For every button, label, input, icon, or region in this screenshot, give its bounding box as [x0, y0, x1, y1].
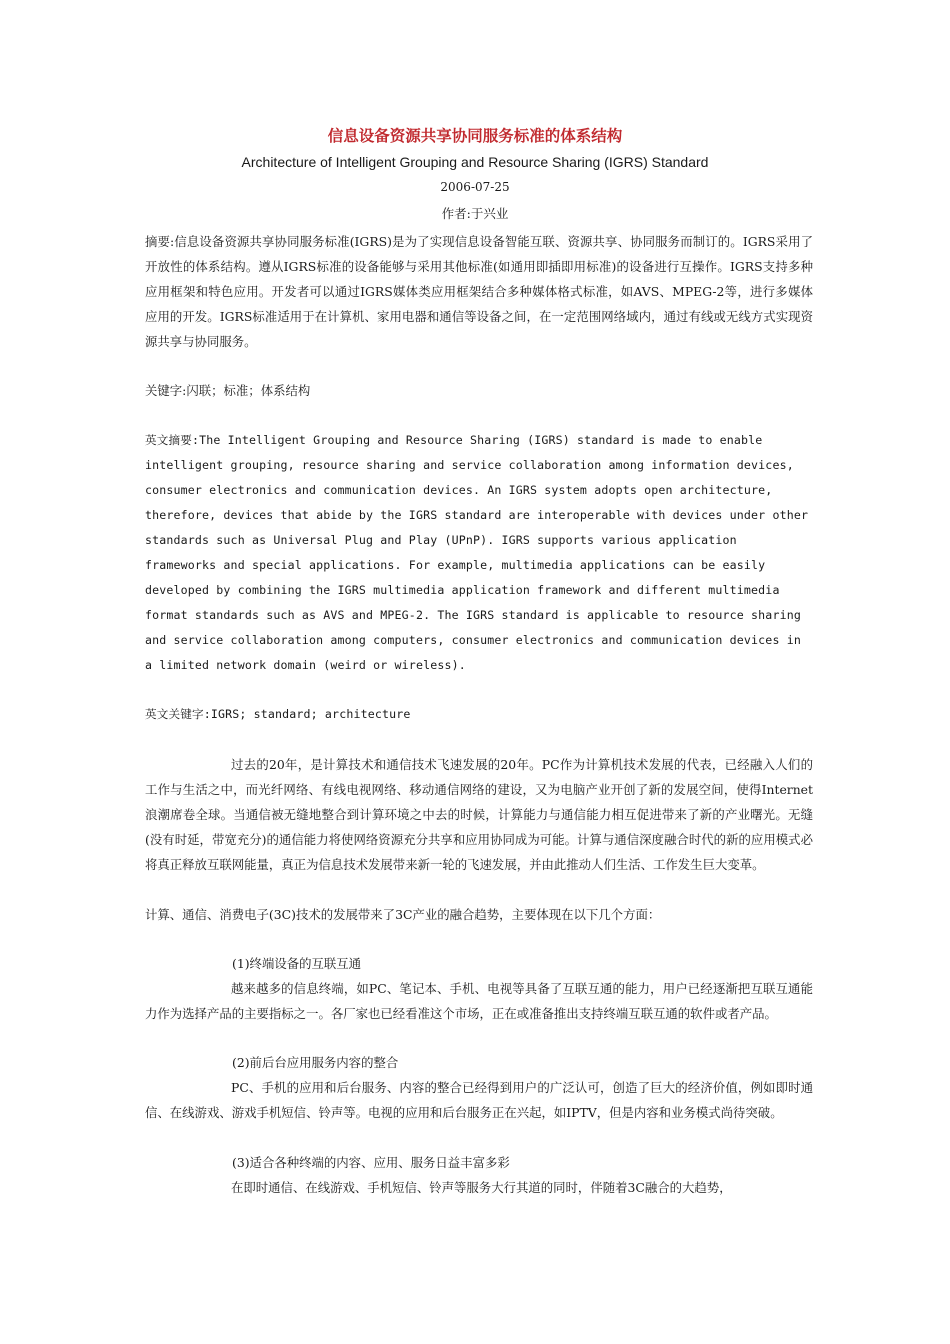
section-heading-2: (2)前后台应用服务内容的整合 [232, 1055, 399, 1070]
section-heading-1: (1)终端设备的互联互通 [232, 956, 362, 971]
section-text-1: 越来越多的信息终端，如PC、笔记本、手机、电视等具备了互联互通的能力，用户已经逐渐把互联互通能力作为选择产品的主要指标之一。各厂家也已经看准这个市场，正在或准备推出支持终端互联互通的软件或者产品。 [145, 981, 813, 1021]
document-date: 2006-07-25 [440, 180, 510, 194]
abstract-cn: 摘要:信息设备资源共享协同服务标准(IGRS)是为了实现信息设备智能互联、资源共享、协同服务而制订的。IGRS采用了开放性的体系结构。遵从IGRS标准的设备能够与采用其他标准(如通用即插即用标准)的设备进行互操作。IGRS支持多种应用框架和特色应用。开发者可以通过IGRS媒体类应用框架结合多种媒体格式标准，如AVS、MPEG-2等，进行多媒体应用的开发。IGRS标准适用于在计算机、家用电器和通信等设备之间，在一定范围网络域内，通过有线或无线方式实现资源共享与协同服务。 [145, 234, 813, 349]
section-heading-3: (3)适合各种终端的内容、应用、服务日益丰富多彩 [232, 1155, 510, 1170]
document-title-cn: 信息设备资源共享协同服务标准的体系结构 [327, 127, 623, 145]
keywords-en: 英文关键字:IGRS; standard; architecture [145, 707, 411, 721]
document-author: 作者:于兴业 [441, 206, 509, 221]
keywords-cn: 关键字:闪联；标准；体系结构 [145, 383, 311, 398]
body-intro-paragraph: 过去的20年，是计算技术和通信技术飞速发展的20年。PC作为计算机技术发展的代表，已经融入人们的工作与生活之中，而光纤网络、有线电视网络、移动通信网络的建设，又为电脑产业开创了新的发展空间，使得Internet浪潮席卷全球。当通信被无缝地整合到计算环境之中去的时候，计算能力与通信能力相互促进带来了新的产业曙光。无缝(没有时延，带宽充分)的通信能力将使网络资源充分共享和应用协同成为可能。计算与通信深度融合时代的新的应用模式必将真正释放互联网能量，真正为信息技术发展带来新一轮的飞速发展，并由此推动人们生活、工作发生巨大变革。 [145, 757, 813, 872]
section-text-3: 在即时通信、在线游戏、手机短信、铃声等服务大行其道的同时，伴随着3C融合的大趋势， [231, 1180, 732, 1195]
section-text-2: PC、手机的应用和后台服务、内容的整合已经得到用户的广泛认可，创造了巨大的经济价值，例如即时通信、在线游戏、游戏手机短信、铃声等。电视的应用和后台服务正在兴起，如IPTV，但是内容和业务模式尚待突破。 [145, 1080, 813, 1120]
document-title-en: Architecture of Intelligent Grouping and Resource Sharing (IGRS) Standard [241, 154, 709, 170]
body-trend-paragraph: 计算、通信、消费电子(3C)技术的发展带来了3C产业的融合趋势，主要体现在以下几个方面： [145, 907, 661, 922]
abstract-en: 英文摘要:The Intelligent Grouping and Resource Sharing (IGRS) standard is made to enable intelligent grouping, resource sharing and service collaboration among information devices, consumer electronics and communication devices. An IGRS system adopts open architecture, therefore, devices that abide by the IGRS standard are interoperable with devices under other standards such as Universal Plug and Play (UPnP). IGRS supports various application frameworks and special applications. For example, multimedia applications can be easily developed by combining the IGRS multimedia application framework and different multimedia format standards such as AVS and MPEG-2. The IGRS standard is applicable to resource sharing and service collaboration among computers, consumer electronics and communication devices in a limited network domain (weird or wireless). [145, 433, 809, 672]
